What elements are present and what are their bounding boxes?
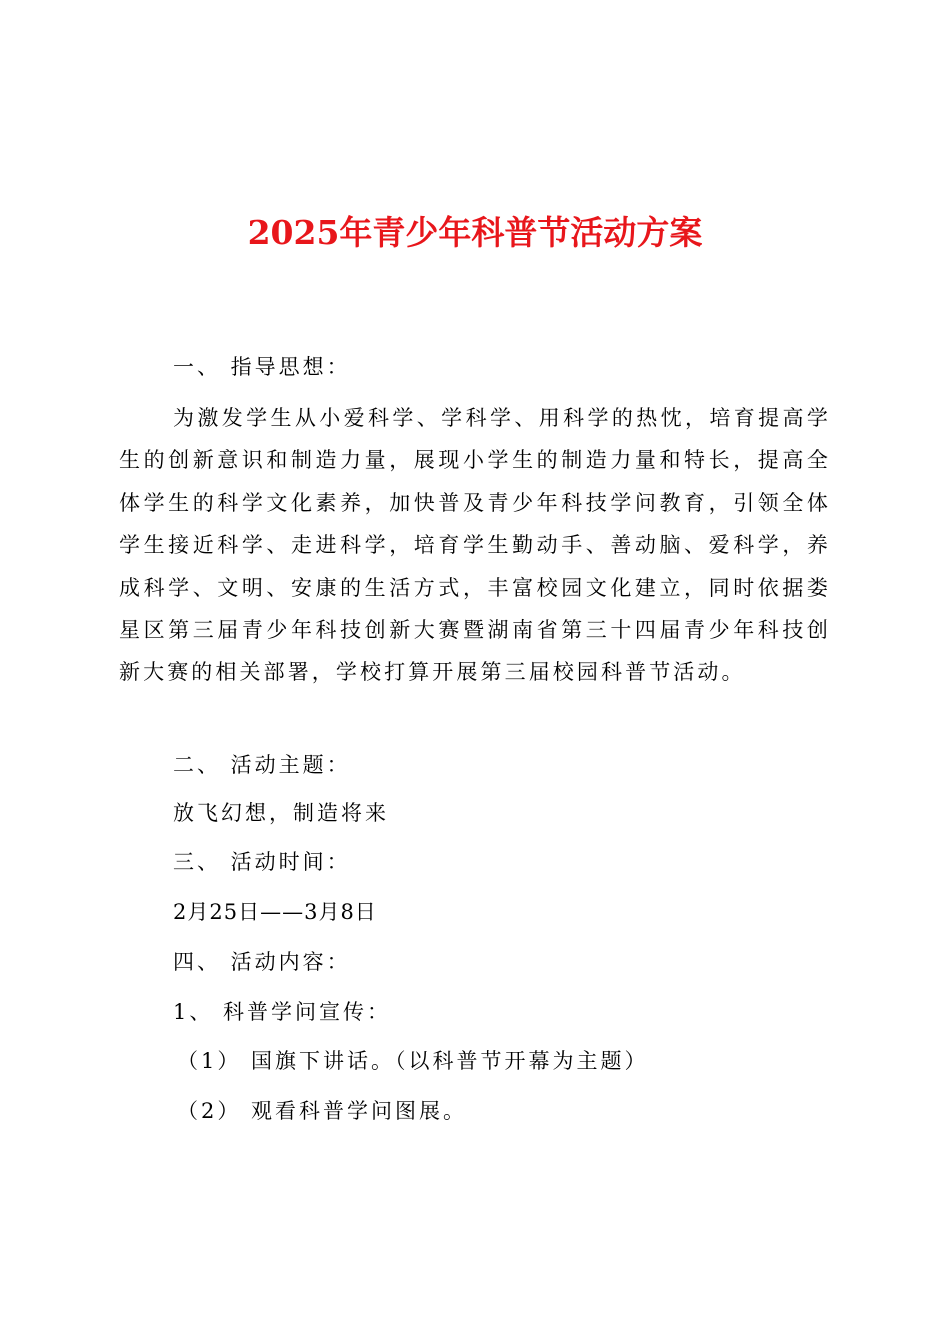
section-1-heading: 一、 指导思想： — [173, 355, 351, 379]
section-1-body: 为激发学生从小爱科学、学科学、用科学的热忱，培育提高学生的创新意识和制造力量，展现小学生的制造力量和特长，提高全体学生的科学文化素养，加快普及青少年科技学问教育，引领全体学生接近科学、走进科学，培育学生勤动手、善动脑、爱科学，养成科学、文明、安康的生活方式，丰富校园文化建立，同时依据娄星区第三届青少年科技创新大赛暨湖南省第三十四届青少年科技创新大赛的相关部署，学校打算开展第三届校园科普节活动。 — [119, 406, 831, 685]
section-2-body: 放飞幻想，制造将来 — [173, 801, 389, 825]
section-4-heading: 四、 活动内容： — [173, 950, 351, 974]
section-2-heading: 二、 活动主题： — [173, 753, 351, 777]
section-3-body: 2月25日——3月8日 — [173, 900, 377, 924]
section-4-item-1-a: （1） 国旗下讲话。（以科普节开幕为主题） — [177, 1049, 649, 1073]
section-3-heading: 三、 活动时间： — [173, 850, 351, 874]
section-4-item-1-b: （2） 观看科普学问图展。 — [177, 1099, 468, 1123]
document-title: 2025年青少年科普节活动方案 — [247, 213, 703, 252]
section-4-item-1: 1、 科普学问宣传： — [173, 1000, 392, 1024]
